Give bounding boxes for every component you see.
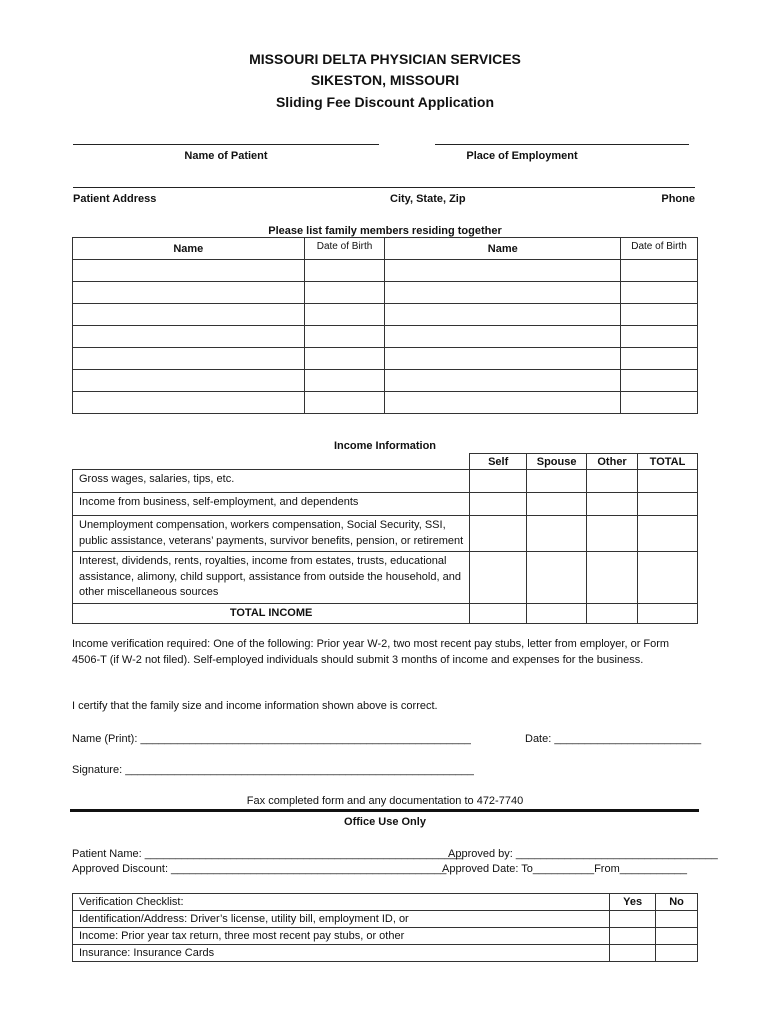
approved-date[interactable]: Approved Date: To__________From___________ [442, 863, 688, 875]
verification-text: Income verification required: One of the following: Prior year W-2, two most recent pay stubs, letter from employer, or Form 4506-T (if W-2 not filed). Self-employed individuals should submit 3 months of income and expenses for the business. [72, 638, 670, 666]
income-table [72, 453, 698, 624]
table-row [73, 911, 698, 928]
city-state-zip-label: City, State, Zip [390, 193, 466, 205]
income-row-label: Income from business, self-employment, and dependents [73, 493, 470, 516]
total-income-label: TOTAL INCOME [73, 603, 470, 624]
patient-name-label: Name of Patient [184, 150, 268, 162]
table-row [73, 304, 698, 326]
verification-checklist-table [72, 893, 698, 962]
family-col-name-2: Name [385, 238, 621, 260]
checklist-item: Income: Prior year tax return, three most recent pay stubs, or other [73, 928, 610, 945]
approved-by[interactable]: Approved by: _________________________________ [448, 848, 718, 860]
income-col-spouse: Spouse [527, 454, 587, 470]
checklist-col-yes: Yes [610, 894, 656, 911]
family-table [72, 237, 698, 414]
income-row-label: Gross wages, salaries, tips, etc. [73, 470, 470, 493]
address-label: Patient Address [73, 193, 157, 205]
income-heading: Income Information [333, 440, 437, 452]
office-use-heading: Office Use Only [344, 816, 426, 828]
employment-line[interactable] [435, 144, 689, 145]
fax-text: Fax completed form and any documentation to 472-7740 [246, 795, 524, 807]
table-row [73, 603, 698, 624]
office-patient-name[interactable]: Patient Name: ____________________________________________________ [72, 848, 463, 860]
table-row [73, 370, 698, 392]
family-heading: Please list family members residing together [268, 225, 502, 237]
checklist-heading: Verification Checklist: [73, 894, 610, 911]
income-col-self: Self [470, 454, 527, 470]
form-title: Sliding Fee Discount Application [275, 94, 495, 110]
table-row [73, 392, 698, 414]
table-row [73, 493, 698, 516]
table-row [73, 470, 698, 493]
table-row [73, 348, 698, 370]
table-row [73, 326, 698, 348]
patient-name-line[interactable] [73, 144, 379, 145]
table-row [73, 260, 698, 282]
name-print-field[interactable]: Name (Print): ______________________________________________________ [72, 733, 471, 745]
table-row [73, 282, 698, 304]
table-row [73, 516, 698, 552]
family-col-name: Name [73, 238, 305, 260]
income-row-label: Interest, dividends, rents, royalties, income from estates, trusts, educational assistance, alimony, child support, assistance from outside the household, and other miscellaneous sources [73, 552, 470, 604]
employment-label: Place of Employment [466, 150, 578, 162]
income-row-label: Unemployment compensation, workers compensation, Social Security, SSI, public assistance, veterans’ payments, survivor benefits, pension, or retirement [73, 516, 470, 552]
table-row [73, 928, 698, 945]
approved-discount[interactable]: Approved Discount: _____________________________________________ [72, 863, 447, 875]
address-line[interactable] [73, 187, 695, 188]
org-name: MISSOURI DELTA PHYSICIAN SERVICES [249, 51, 521, 67]
signature-field[interactable]: Signature: _________________________________________________________ [72, 764, 474, 776]
certify-text: I certify that the family size and income information shown above is correct. [72, 700, 438, 712]
checklist-col-no: No [656, 894, 698, 911]
checklist-item: Identification/Address: Driver’s license, utility bill, employment ID, or [73, 911, 610, 928]
table-row [73, 945, 698, 962]
date-field[interactable]: Date: ________________________ [525, 733, 702, 745]
org-city: SIKESTON, MISSOURI [310, 72, 460, 88]
phone-label: Phone [661, 193, 695, 205]
family-col-dob: Date of Birth [304, 238, 385, 260]
income-col-total: TOTAL [638, 454, 698, 470]
family-col-dob-2: Date of Birth [621, 238, 698, 260]
table-row [73, 552, 698, 604]
checklist-item: Insurance: Insurance Cards [73, 945, 610, 962]
divider [70, 809, 699, 812]
income-col-other: Other [587, 454, 638, 470]
